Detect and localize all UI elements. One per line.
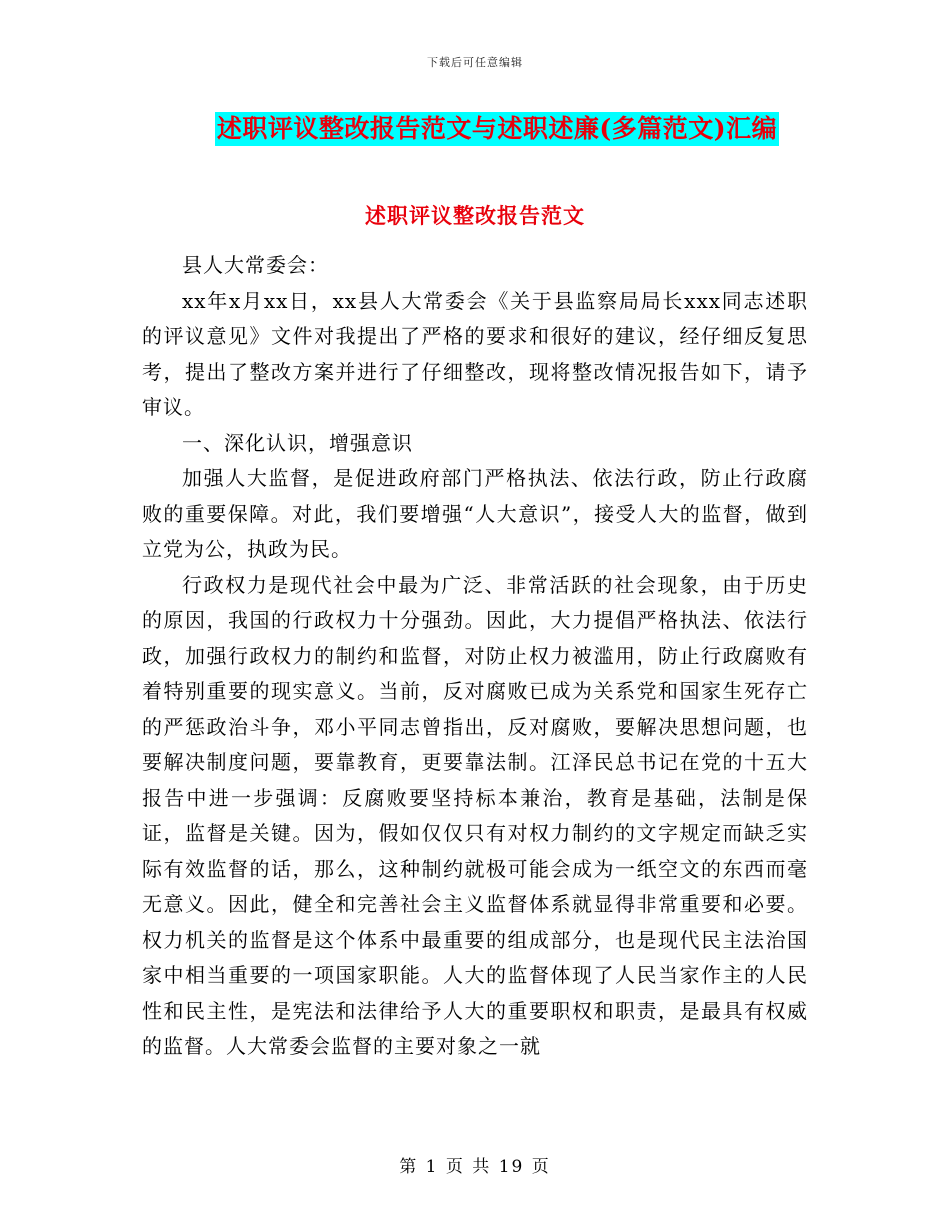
heading-paragraph: 一、深化认识，增强意识 bbox=[182, 430, 413, 455]
salutation-paragraph: 县人大常委会： bbox=[182, 253, 329, 277]
page-number-footer: 第 1 页 共 19 页 bbox=[399, 1157, 551, 1177]
document-title-container bbox=[0, 112, 950, 146]
section-title: 述职评议整改报告范文 bbox=[365, 203, 585, 228]
body-paragraph: 行政权力是现代社会中最为广泛、非常活跃的社会现象，由于历史的原因，我国的行政权力十分强劲。因此，大力提倡严格执法、依法行政，加强行政权力的制约和监督，对防止权力被滥用，防止行政腐败有着特别重要的现实意义。当前，反对腐败已成为关系党和国家生死存亡的严惩政治斗争，邓小平同志曾指出，反对腐败，要解决思想问题，也要解决制度问题，要靠教育，更要靠法制。江泽民总书记在党的十五大报告中进一步强调：反腐败要坚持标本兼治，教育是基础，法制是保证，监督是关键。因为，假如仅仅只有对权力制约的文字规定而缺乏实际有效监督的话，那么，这种制约就极可能会成为一纸空文的东西而毫无意义。因此，健全和完善社会主义监督体系就显得非常重要和必要。权力机关的监督是这个体系中最重要的组成部分，也是现代民主法治国家中相当重要的一项国家职能。人大的监督体现了人民当家作主的人民性和民主性，是宪法和法律给予人大的重要职权和职责，是最具有权威的监督。人大常委会监督的主要对象之一就 bbox=[142, 572, 808, 1058]
body-paragraph: 加强人大监督，是促进政府部门严格执法、依法行政，防止行政腐败的重要保障。对此，我们要增强“人大意识”，接受人大的监督，做到立党为公，执政为民。 bbox=[142, 466, 808, 561]
document-title: 述职评议整改报告范文与述职述廉(多篇范文)汇编 bbox=[215, 112, 779, 146]
document-body bbox=[142, 248, 808, 1065]
header-note: 下载后可任意编辑 bbox=[427, 56, 523, 69]
intro-paragraph: xx年x月xx日，xx县人大常委会《关于县监察局局长xxx同志述职的评议意见》文件对我提出了严格的要求和很好的建议，经仔细反复思考，提出了整改方案并进行了仔细整改，现将整改情况报告如下，请予审议。 bbox=[142, 288, 808, 419]
